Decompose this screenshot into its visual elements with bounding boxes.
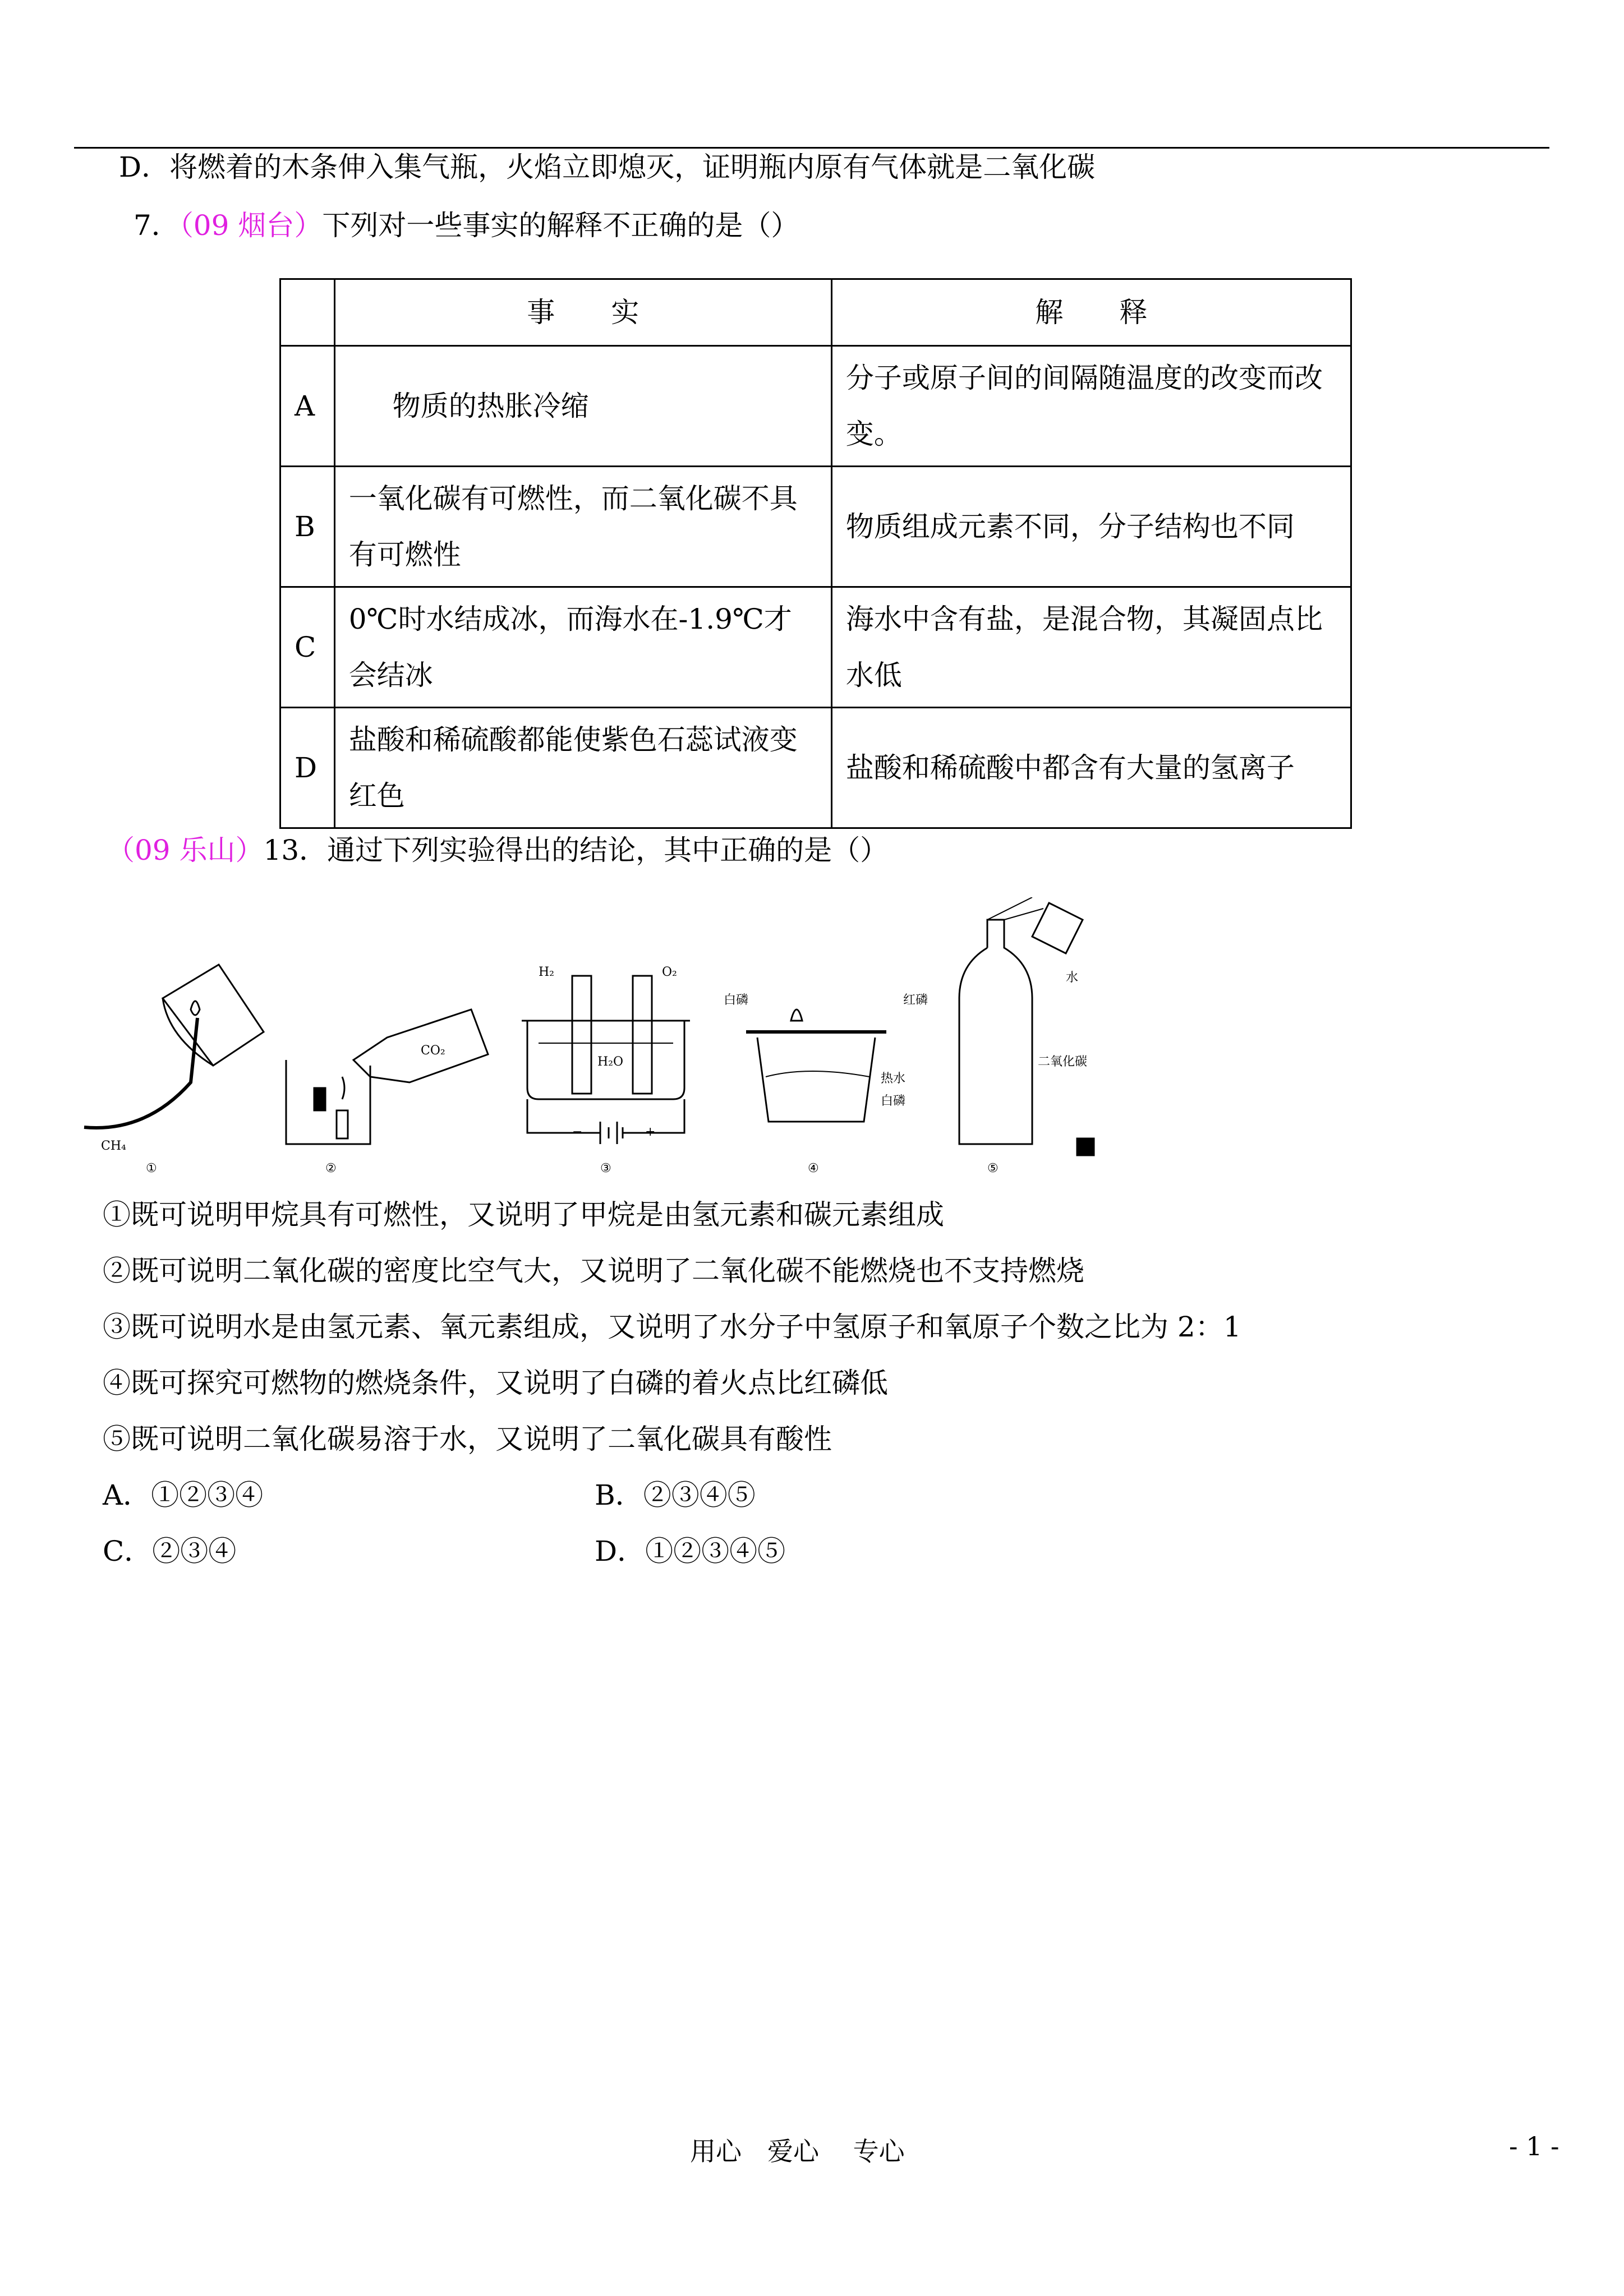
table-row bbox=[280, 708, 1351, 828]
statement-3: ③既可说明水是由氢元素、氧元素组成，又说明了水分子中氢原子和氧原子个数之比为 2：1 bbox=[103, 1311, 1241, 1343]
question-7-source: （09 烟台） bbox=[179, 209, 323, 242]
label-exp-2: ② bbox=[325, 1161, 337, 1175]
label-exp-1: ① bbox=[146, 1161, 157, 1175]
facts-table bbox=[279, 278, 1352, 829]
experiment-5-co2-bottle bbox=[959, 897, 1094, 1175]
experiment-2-co2-candles bbox=[286, 1009, 488, 1175]
row-letter: A bbox=[280, 346, 335, 467]
label-white-phosphorus: 白磷 bbox=[724, 993, 749, 1007]
table-header-fact: 事 实 bbox=[334, 279, 831, 346]
statement-1: ①既可说明甲烷具有可燃性，又说明了甲烷是由氢元素和碳元素组成 bbox=[103, 1198, 944, 1231]
label-plus: + bbox=[645, 1125, 656, 1139]
label-ch4: CH₄ bbox=[101, 1139, 126, 1153]
row-letter: C bbox=[280, 587, 335, 708]
experiment-1-methane bbox=[84, 965, 264, 1175]
row-fact: 物质的热胀冷缩 bbox=[334, 346, 831, 467]
table-row bbox=[280, 346, 1351, 467]
question-13-source: （09 乐山） bbox=[107, 834, 264, 866]
label-minus: − bbox=[572, 1125, 583, 1139]
label-h2o: H₂O bbox=[597, 1055, 624, 1069]
row-explanation: 盐酸和稀硫酸中都含有大量的氢离子 bbox=[831, 708, 1351, 828]
row-letter: B bbox=[280, 467, 335, 587]
row-fact: 0℃时水结成冰，而海水在-1.9℃才会结冰 bbox=[334, 587, 831, 708]
table-header-blank bbox=[280, 279, 335, 346]
question-7-stem: 下列对一些事实的解释不正确的是（） bbox=[322, 209, 799, 242]
table-row bbox=[280, 467, 1351, 587]
option-a: A．①②③④ bbox=[103, 1479, 264, 1511]
label-red-phosphorus: 红磷 bbox=[903, 993, 928, 1007]
label-exp-5: ⑤ bbox=[987, 1161, 999, 1175]
label-water: 水 bbox=[1066, 971, 1079, 985]
previous-option-d: D．将燃着的木条伸入集气瓶，火焰立即熄灭，证明瓶内原有气体就是二氧化碳 bbox=[119, 151, 1096, 183]
statement-5: ⑤既可说明二氧化碳易溶于水，又说明了二氧化碳具有酸性 bbox=[103, 1423, 832, 1455]
table-header-explanation: 解 释 bbox=[831, 279, 1351, 346]
header-rule bbox=[74, 147, 1549, 149]
statement-4: ④既可探究可燃物的燃烧条件，又说明了白磷的着火点比红磷低 bbox=[103, 1367, 888, 1399]
experiment-4-phosphorus bbox=[724, 993, 928, 1175]
label-exp-4: ④ bbox=[808, 1161, 819, 1175]
label-co2: CO₂ bbox=[421, 1044, 445, 1058]
row-explanation: 海水中含有盐，是混合物，其凝固点比水低 bbox=[831, 587, 1351, 708]
label-hot-water: 热水 bbox=[881, 1072, 906, 1086]
footer-slogan: 用心 爱心 专心 bbox=[690, 2136, 905, 2166]
label-co2-cn: 二氧化碳 bbox=[1038, 1055, 1088, 1069]
page-number: - 1 - bbox=[1509, 2131, 1559, 2161]
question-7 bbox=[134, 208, 799, 243]
label-white-phosphorus-2: 白磷 bbox=[881, 1094, 906, 1108]
question-13 bbox=[107, 832, 888, 868]
option-c: C．②③④ bbox=[103, 1535, 237, 1567]
experiment-figure bbox=[79, 897, 1133, 1178]
row-explanation: 分子或原子间的间隔随温度的改变而改变。 bbox=[831, 346, 1351, 467]
option-d: D．①②③④⑤ bbox=[595, 1535, 786, 1567]
row-letter: D bbox=[280, 708, 335, 828]
row-explanation: 物质组成元素不同，分子结构也不同 bbox=[831, 467, 1351, 587]
label-h2: H₂ bbox=[539, 965, 555, 979]
statement-2: ②既可说明二氧化碳的密度比空气大，又说明了二氧化碳不能燃烧也不支持燃烧 bbox=[103, 1255, 1084, 1287]
row-fact: 盐酸和稀硫酸都能使紫色石蕊试液变红色 bbox=[334, 708, 831, 828]
row-fact: 一氧化碳有可燃性，而二氧化碳不具有可燃性 bbox=[334, 467, 831, 587]
question-7-number: 7． bbox=[134, 209, 180, 242]
option-b: B．②③④⑤ bbox=[595, 1479, 756, 1511]
table-header-row bbox=[280, 279, 1351, 346]
question-13-stem: 13．通过下列实验得出的结论，其中正确的是（） bbox=[263, 834, 889, 866]
label-o2: O₂ bbox=[662, 965, 677, 979]
experiment-3-electrolysis bbox=[522, 965, 690, 1175]
table-row bbox=[280, 587, 1351, 708]
label-exp-3: ③ bbox=[600, 1161, 611, 1175]
